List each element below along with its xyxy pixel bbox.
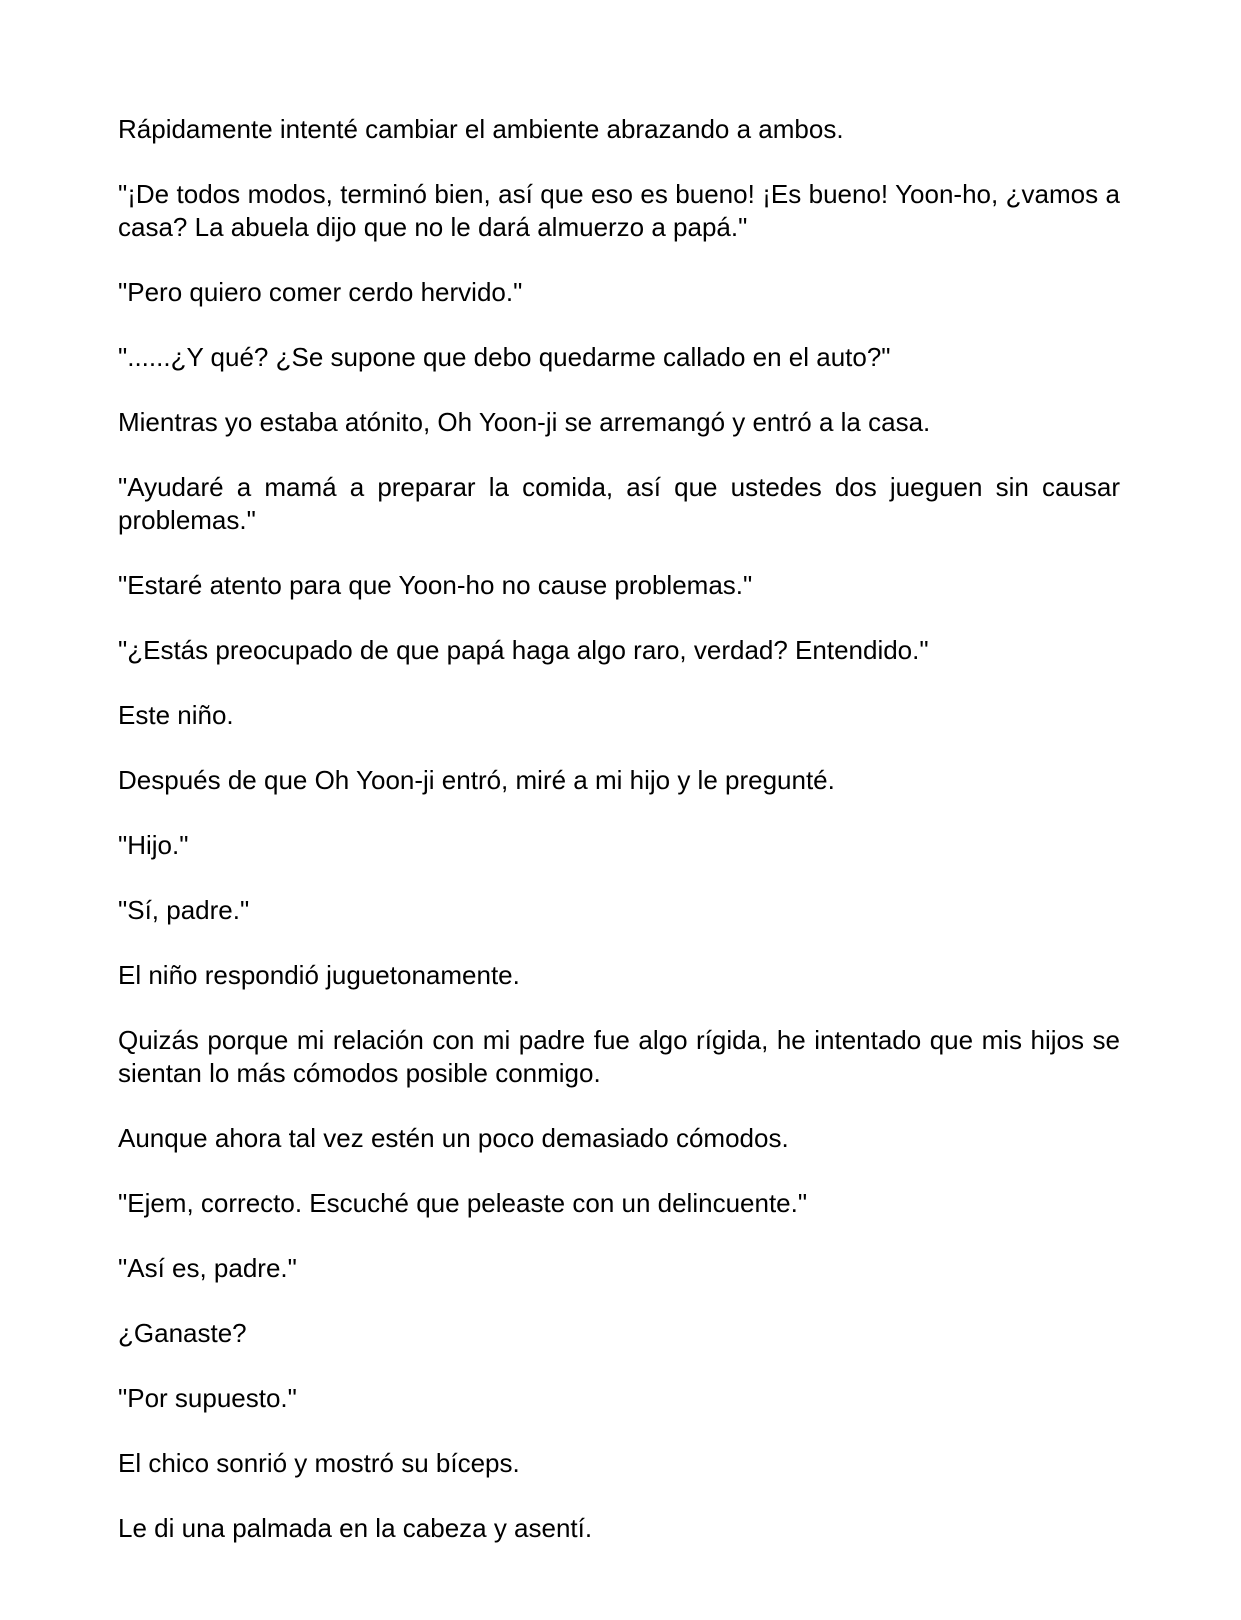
paragraph: Después de que Oh Yoon-ji entró, miré a mi hijo y le pregunté. <box>118 765 835 795</box>
paragraph: Quizás porque mi relación con mi padre fue algo rígida, he intentado que mis hijos se sientan lo más cómodos posible conmigo. <box>118 1025 1120 1088</box>
paragraph: "Hijo." <box>118 830 189 860</box>
paragraph: Mientras yo estaba atónito, Oh Yoon-ji se arremangó y entró a la casa. <box>118 407 931 437</box>
paragraph: "Por supuesto." <box>118 1383 297 1413</box>
paragraph: Este niño. <box>118 700 234 730</box>
paragraph: "Ejem, correcto. Escuché que peleaste con un delincuente." <box>118 1188 808 1218</box>
paragraph: ¿Ganaste? <box>118 1318 247 1348</box>
paragraph: "Estaré atento para que Yoon-ho no cause problemas." <box>118 570 753 600</box>
paragraph: Rápidamente intenté cambiar el ambiente abrazando a ambos. <box>118 114 844 144</box>
paragraph: El niño respondió juguetonamente. <box>118 960 520 990</box>
paragraph: "Pero quiero comer cerdo hervido." <box>118 277 523 307</box>
paragraph: "¿Estás preocupado de que papá haga algo raro, verdad? Entendido." <box>118 635 929 665</box>
paragraph: Aunque ahora tal vez estén un poco demasiado cómodos. <box>118 1123 789 1153</box>
document-body <box>118 113 1120 1577</box>
paragraph: "Sí, padre." <box>118 895 250 925</box>
paragraph: "Ayudaré a mamá a preparar la comida, así que ustedes dos jueguen sin causar problemas." <box>118 472 1120 535</box>
paragraph: El chico sonrió y mostró su bíceps. <box>118 1448 520 1478</box>
paragraph: Le di una palmada en la cabeza y asentí. <box>118 1513 593 1543</box>
paragraph: "¡De todos modos, terminó bien, así que eso es bueno! ¡Es bueno! Yoon-ho, ¿vamos a casa? La abuela dijo que no le dará almuerzo a papá." <box>118 179 1120 242</box>
paragraph: "Así es, padre." <box>118 1253 297 1283</box>
paragraph: "......¿Y qué? ¿Se supone que debo quedarme callado en el auto?" <box>118 342 891 372</box>
